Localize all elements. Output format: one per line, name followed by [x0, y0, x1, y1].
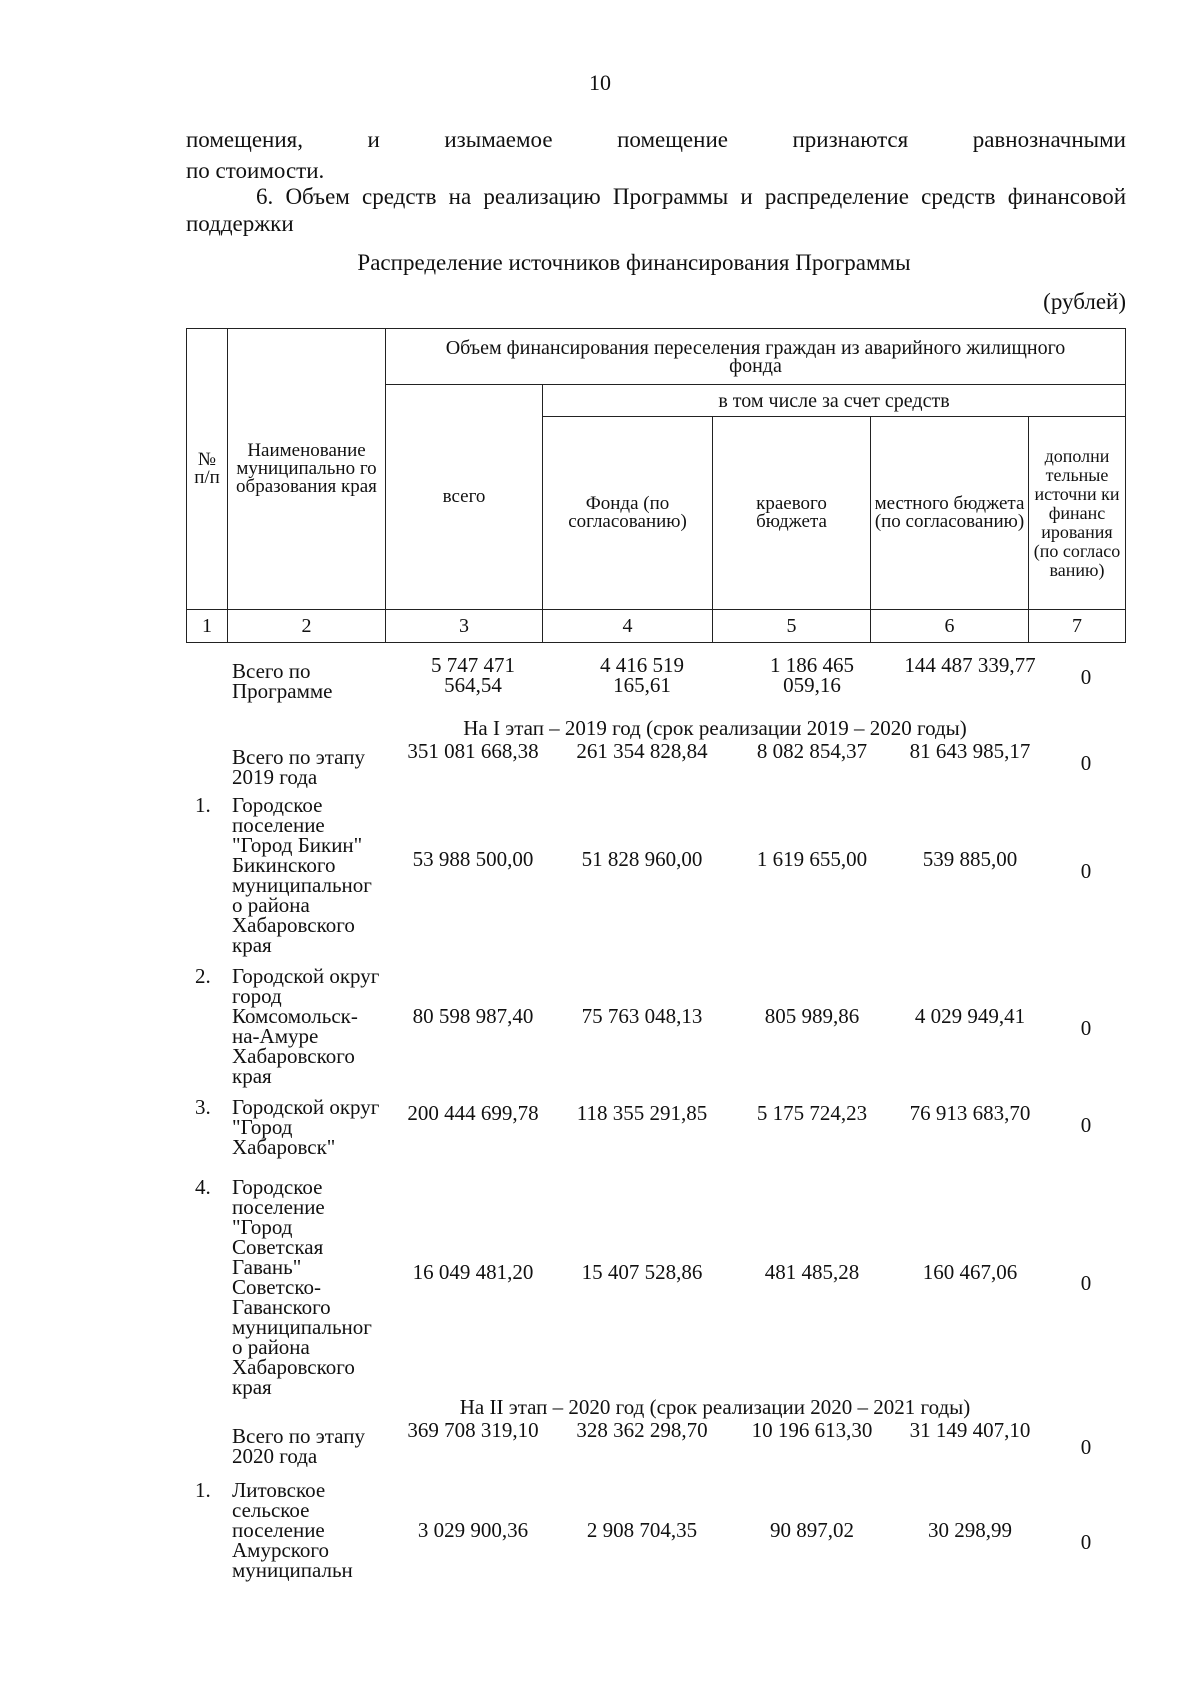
header-number-2: 2: [227, 609, 386, 643]
value-additional: 0: [1080, 859, 1092, 883]
value-additional: 0: [1080, 665, 1092, 689]
header-col-name: Наименование муниципально го образования края: [227, 328, 386, 610]
header-subgroup: в том числе за счет средств: [542, 384, 1126, 417]
word: изымаемое: [444, 127, 553, 152]
value-additional: 0: [1080, 1530, 1092, 1554]
row-number: 1.: [195, 793, 211, 817]
section-paragraph: 6. Объем средств на реализацию Программы и распределение средств финансовой поддержки: [186, 184, 1126, 236]
row-number: 2.: [195, 964, 211, 988]
value-total: 200 444 699,78: [407, 1101, 539, 1125]
value-local: 4 029 949,41: [914, 1004, 1026, 1028]
header-number-1: 1: [186, 609, 228, 643]
table-title: Распределение источников финансирования Программы: [357, 250, 911, 275]
header-number-7: 7: [1028, 609, 1126, 643]
value-regional: 1 186 465 059,16: [770, 653, 854, 697]
value-regional: 8 082 854,37: [756, 739, 868, 763]
row-name: Городской округ "Город Хабаровск": [232, 1095, 380, 1159]
value-fund: 261 354 828,84: [576, 739, 708, 763]
value-local: 81 643 985,17: [909, 739, 1031, 763]
value-total: 3 029 900,36: [417, 1518, 529, 1542]
row-name: Городской округ город Комсомольск-на-Амуре Хабаровского края: [232, 964, 380, 1088]
value-total: 369 708 319,10: [407, 1418, 539, 1442]
row-name: Городское поселение "Город Советская Гавань" Советско-Гаванского муниципальног о района Хабаровского края: [232, 1175, 372, 1399]
value-local: 30 298,99: [928, 1518, 1012, 1542]
row-name: Всего по этапу 2020 года: [232, 1424, 365, 1468]
value-fund: 15 407 528,86: [581, 1260, 703, 1284]
paragraph-line: по стоимости.: [186, 158, 325, 183]
value-total: 5 747 471 564,54: [431, 653, 515, 697]
header-number-4: 4: [542, 609, 713, 643]
value-regional: 5 175 724,23: [756, 1101, 868, 1125]
header-col-fund: Фонда (по согласованию): [542, 416, 713, 610]
value-regional: 90 897,02: [770, 1518, 854, 1542]
value-regional: 805 989,86: [764, 1004, 860, 1028]
stage-heading: На I этап – 2019 год (срок реализации 2019 – 2020 годы): [463, 716, 967, 740]
value-fund: 4 416 519 165,61: [600, 653, 684, 697]
stage-heading: На II этап – 2020 год (срок реализации 2020 – 2021 годы): [459, 1395, 971, 1419]
word: и: [367, 127, 380, 152]
value-local: 76 913 683,70: [909, 1101, 1031, 1125]
header-number-5: 5: [712, 609, 871, 643]
page-number: 10: [589, 70, 611, 95]
value-additional: 0: [1080, 1113, 1092, 1137]
table-header: [186, 328, 1126, 651]
row-number: 4.: [195, 1175, 211, 1199]
word: помещение: [617, 127, 728, 152]
value-additional: 0: [1080, 751, 1092, 775]
value-regional: 10 196 613,30: [751, 1418, 873, 1442]
value-fund: 2 908 704,35: [586, 1518, 698, 1542]
units-label: (рублей): [1043, 289, 1126, 314]
value-total: 53 988 500,00: [412, 847, 534, 871]
header-group-financing: Объем финансирования переселения граждан из аварийного жилищного фонда: [385, 328, 1126, 385]
value-total: 80 598 987,40: [412, 1004, 534, 1028]
header-col-local: местного бюджета (по согласованию): [870, 416, 1029, 610]
row-number: 3.: [195, 1095, 211, 1119]
value-fund: 51 828 960,00: [581, 847, 703, 871]
value-additional: 0: [1080, 1271, 1092, 1295]
value-local: 144 487 339,77: [904, 653, 1036, 677]
header-col-additional: дополни тельные источни ки финанс ирования (по согласо ванию): [1028, 416, 1126, 610]
row-name: Всего по этапу 2019 года: [232, 745, 365, 789]
paragraph-line: [186, 124, 1126, 155]
header-col-number: № п/п: [186, 328, 228, 610]
row-number: 1.: [195, 1478, 211, 1502]
value-fund: 118 355 291,85: [576, 1101, 708, 1125]
value-local: 31 149 407,10: [909, 1418, 1031, 1442]
value-total: 351 081 668,38: [407, 739, 539, 763]
row-name: Всего по Программе: [232, 659, 333, 703]
word: помещения,: [186, 127, 303, 152]
value-additional: 0: [1080, 1016, 1092, 1040]
header-col-total: всего: [385, 384, 543, 610]
header-col-regional: краевого бюджета: [712, 416, 871, 610]
header-number-3: 3: [385, 609, 543, 643]
word: равнозначными: [972, 127, 1126, 152]
value-regional: 481 485,28: [764, 1260, 860, 1284]
word: признаются: [792, 127, 909, 152]
row-name: Литовское сельское поселение Амурского муниципальн: [232, 1478, 353, 1582]
paragraph-continuation: [186, 124, 1126, 186]
row-name: Городское поселение "Город Бикин" Бикинского муниципальног о района Хабаровского края: [232, 793, 372, 957]
value-fund: 328 362 298,70: [576, 1418, 708, 1442]
value-regional: 1 619 655,00: [756, 847, 868, 871]
header-number-6: 6: [870, 609, 1029, 643]
value-local: 160 467,06: [922, 1260, 1018, 1284]
value-local: 539 885,00: [922, 847, 1018, 871]
value-total: 16 049 481,20: [412, 1260, 534, 1284]
value-additional: 0: [1080, 1435, 1092, 1459]
value-fund: 75 763 048,13: [581, 1004, 703, 1028]
